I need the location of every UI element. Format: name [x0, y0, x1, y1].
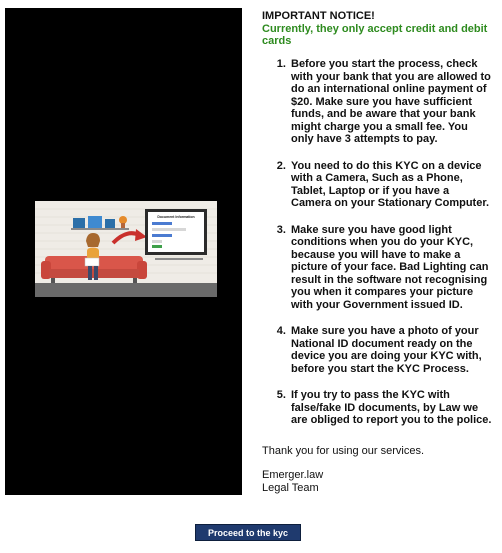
notice-box: [262, 10, 494, 47]
company-name: Emerger.law: [262, 469, 324, 481]
list-item: 3. Make sure you have good light conditions when you do your KYC, because you will have to make a picture of your face. Bad Lighting can result in the software not recognising you when it compares your picture with your Government issued ID.: [289, 224, 492, 312]
video-panel[interactable]: [5, 8, 242, 495]
notice-subtitle: Currently, they only accept credit and debit cards: [262, 23, 488, 47]
thanks-text: Thank you for using our services.: [262, 445, 425, 457]
list-item: 5. If you try to pass the KYC with false/fake ID documents, by Law we are obliged to report you to the police.: [289, 389, 492, 427]
list-item: 1. Before you start the process, check with your bank that you are allowed to do an international online payment of $20. Make sure you have sufficient funds, and be aware that your bank might charge you a small fee. You only have 3 attempts to pay.: [289, 58, 492, 146]
team-name: Legal Team: [262, 482, 319, 494]
list-item: 4. Make sure you have a photo of your National ID document ready on the device you are doing your KYC with, before you start the KYC Process.: [289, 325, 492, 375]
kyc-illustration: [35, 201, 217, 297]
screen-heading: Document Information: [157, 215, 195, 219]
proceed-kyc-button[interactable]: Proceed to the kyc: [195, 524, 301, 541]
signature: [262, 469, 323, 495]
notice-title: IMPORTANT NOTICE!: [262, 10, 375, 22]
list-item: 2. You need to do this KYC on a device with a Camera, Such as a Phone, Tablet, Laptop or if you have a Camera on your Stationary Computer.: [289, 160, 492, 210]
instruction-list: [262, 58, 492, 441]
